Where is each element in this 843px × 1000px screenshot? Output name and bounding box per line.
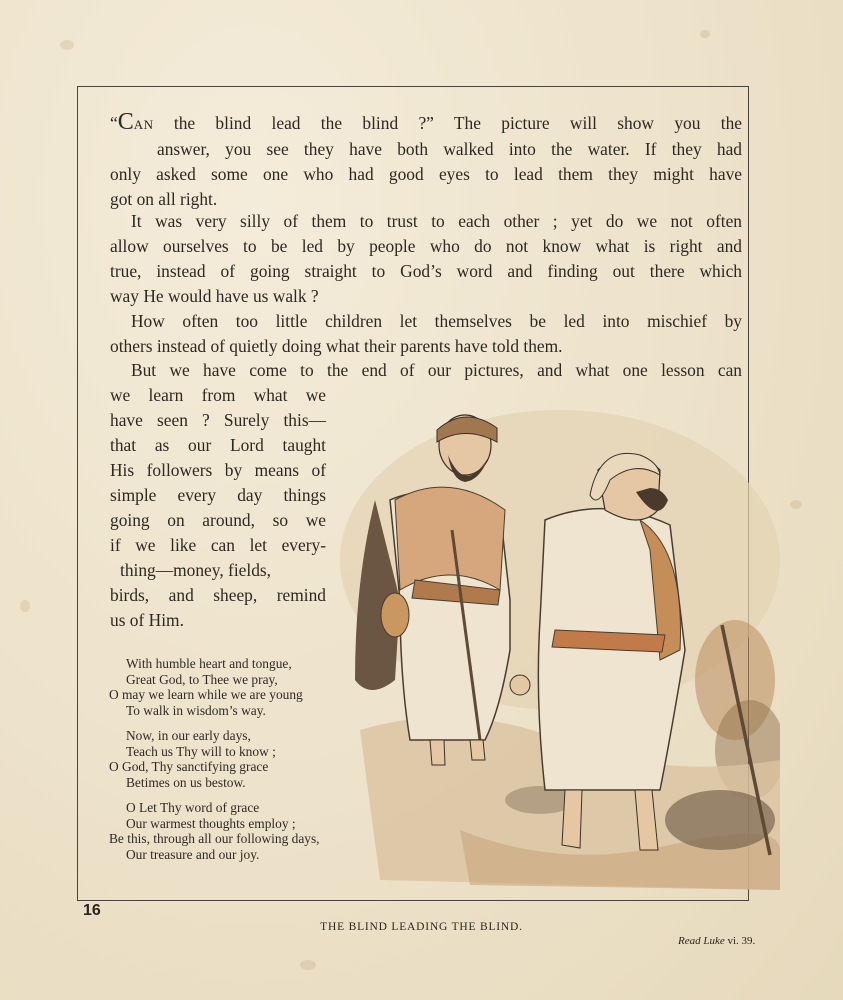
hymn-line: Teach us Thy will to know ; [126, 743, 276, 759]
hymn-line: Now, in our early days, [126, 728, 251, 743]
paragraph-1 [110, 110, 742, 212]
scripture-reference: Read Luke vi. 39. [678, 935, 756, 947]
hymn-line: Be this, through all our following days, [109, 831, 320, 847]
paragraph-4-line: we learn from what we [110, 385, 326, 405]
paragraph-4-narrow [110, 383, 326, 633]
paragraph-2-line: It was very silly of them to trust to each other ; yet do we not often [131, 211, 742, 231]
paragraph-1-line: got on all right. [110, 189, 218, 209]
paragraph-2-line: way He would have us walk ? [110, 286, 319, 306]
drop-cap: C [117, 109, 134, 135]
paragraph-4-line: His followers by means of [110, 460, 326, 480]
paragraph-4-line: thing—money, fields, [120, 560, 272, 580]
paragraph-3-line: others instead of quietly doing what their parents have told them. [110, 336, 563, 356]
paragraph-4-line: that as our Lord taught [110, 435, 326, 455]
paragraph-3-line: How often too little children let themselves be led into mischief by [131, 311, 742, 331]
paragraph-2-line: allow ourselves to be led by people who do not know what is right and [110, 236, 742, 256]
paragraph-2-line: true, instead of going straight to God’s word and finding out there which [110, 261, 742, 281]
paragraph-4-line: going on around, so we [110, 510, 326, 530]
paragraph-4-line: birds, and sheep, remind [110, 585, 326, 605]
paragraph-4-line: simple every day things [110, 485, 326, 505]
illustration-caption: THE BLIND LEADING THE BLIND. [320, 921, 523, 933]
hymn-line: O Let Thy word of grace [126, 800, 260, 815]
hymn-line: Our treasure and our joy. [126, 846, 260, 862]
hymn-line: Great God, to Thee we pray, [126, 671, 278, 687]
hymn-stanza-1 [109, 656, 303, 718]
page-number: 16 [83, 902, 101, 919]
paragraph-4-line: But we have come to the end of our pictures, and what one lesson can [131, 360, 742, 380]
paragraph-4-line: have seen ? Surely this— [110, 410, 326, 430]
hymn-line: To walk in wisdom’s way. [126, 702, 266, 718]
paragraph-4 [110, 358, 742, 383]
hymn-line: With humble heart and tongue, [126, 656, 292, 671]
paragraph-1-line: answer, you see they have both walked into the water. If they had [157, 139, 742, 159]
paragraph-1-line: “CAN the blind lead the blind ?” The picture will show you the [110, 109, 742, 135]
blind-men-illustration [340, 400, 780, 890]
hymn-line: O God, Thy sanctifying grace [109, 759, 269, 775]
hymn-stanza-3 [109, 800, 320, 862]
hymn-line: Our warmest thoughts employ ; [126, 815, 296, 831]
paragraph-3 [110, 309, 742, 359]
hymn-stanza-2 [109, 728, 276, 790]
hymn-line: O may we learn while we are young [109, 687, 303, 703]
paragraph-4-line: us of Him. [110, 610, 184, 630]
paragraph-4-line: if we like can let every- [110, 535, 326, 555]
paragraph-2 [110, 209, 742, 309]
hymn-line: Betimes on us bestow. [126, 774, 246, 790]
paragraph-1-line: only asked some one who had good eyes to lead them they might have [110, 164, 742, 184]
